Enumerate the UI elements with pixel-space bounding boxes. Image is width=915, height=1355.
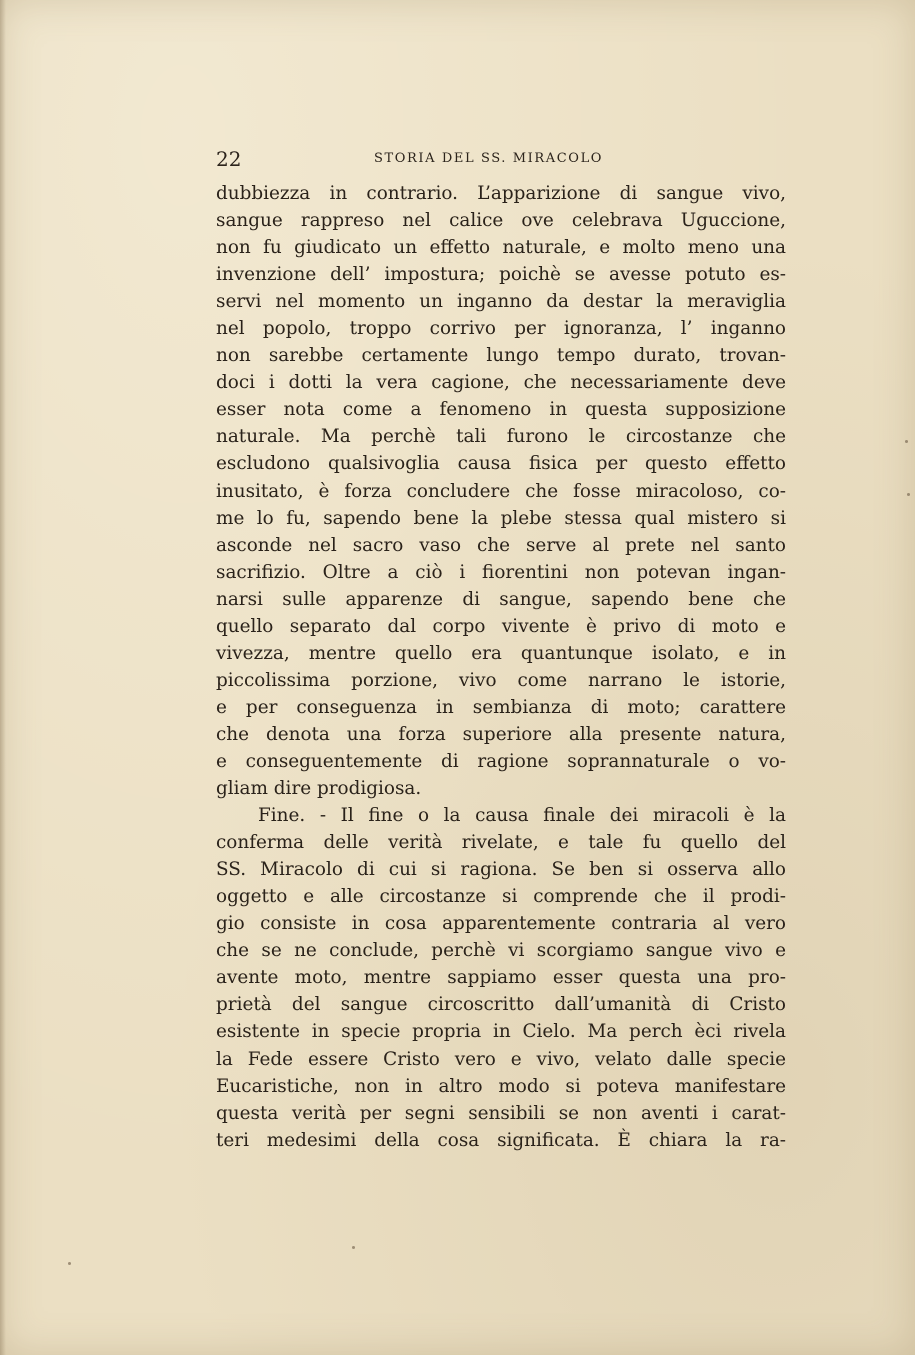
text-line: avente moto, mentre sappiamo esser questa una pro-	[216, 967, 786, 989]
text-line: quello separato dal corpo vivente è privo di moto e	[216, 615, 786, 637]
text-line: dubbiezza in contrario. L’apparizione di sangue vivo,	[216, 183, 786, 204]
text-line: prietà del sangue circoscritto dall’umanità di Cristo	[216, 994, 786, 1016]
text-line: invenzione dell’ impostura; poichè se avesse potuto es-	[216, 264, 786, 286]
paper-speck	[68, 1262, 71, 1265]
text-line: nel popolo, troppo corrivo per ignoranza, l’ inganno	[216, 318, 786, 340]
text-line: Eucaristiche, non in altro modo si poteva manifestare	[216, 1075, 786, 1097]
text-line: questa verità per segni sensibili se non aventi i carat-	[216, 1102, 786, 1124]
paper-speck	[905, 440, 908, 443]
text-line: che denota una forza superiore alla presente natura,	[216, 723, 786, 745]
text-body	[216, 180, 786, 1154]
text-line: SS. Miracolo di cui si ragiona. Se ben si osserva allo	[216, 859, 786, 881]
text-line: asconde nel sacro vaso che serve al prete nel santo	[216, 534, 786, 556]
text-line: escludono qualsivoglia causa fisica per questo effetto	[216, 453, 786, 475]
text-line: doci i dotti la vera cagione, che necessariamente deve	[216, 372, 786, 394]
text-line: servi nel momento un inganno da destar la meraviglia	[216, 291, 786, 313]
text-line: naturale. Ma perchè tali furono le circostanze che	[216, 426, 786, 448]
page-header	[216, 146, 786, 172]
text-line: vivezza, mentre quello era quantunque isolato, e in	[216, 642, 786, 664]
text-line: la Fede essere Cristo vero e vivo, velato dalle specie	[216, 1048, 786, 1070]
text-line: Fine. - Il fine o la causa finale dei miracoli è la	[258, 805, 786, 827]
page-number: 22	[216, 147, 242, 171]
paper-speck	[907, 493, 910, 496]
text-line: non sarebbe certamente lungo tempo durato, trovan-	[216, 345, 786, 367]
text-line: inusitato, è forza concludere che fosse miracoloso, co-	[216, 480, 786, 502]
text-line: sangue rappreso nel calice ove celebrava Uguccione,	[216, 210, 786, 232]
text-line: conferma delle verità rivelate, e tale fu quello del	[216, 832, 786, 854]
text-line: non fu giudicato un effetto naturale, e molto meno una	[216, 237, 786, 259]
text-line: teri medesimi della cosa significata. È chiara la ra-	[216, 1129, 786, 1151]
text-line: piccolissima porzione, vivo come narrano le istorie,	[216, 669, 786, 691]
text-line: oggetto e alle circostanze si comprende che il prodi-	[216, 886, 786, 908]
text-line: me lo fu, sapendo bene la plebe stessa qual mistero si	[216, 507, 786, 529]
text-line: gio consiste in cosa apparentemente contraria al vero	[216, 913, 786, 935]
text-line: sacrifizio. Oltre a ciò i fiorentini non potevan ingan-	[216, 561, 786, 583]
text-line: e conseguentemente di ragione soprannaturale o vo-	[216, 750, 786, 772]
text-line: esser nota come a fenomeno in questa supposizione	[216, 399, 786, 421]
paragraph-end-line: gliam dire prodigiosa.	[216, 778, 422, 800]
paper-speck	[352, 1246, 355, 1249]
running-title: STORIA DEL SS. MIRACOLO	[374, 151, 604, 166]
text-line: narsi sulle apparenze di sangue, sapendo bene che	[216, 588, 786, 610]
text-line: esistente in specie propria in Cielo. Ma perch èci rivela	[216, 1021, 786, 1043]
text-line: e per conseguenza in sembianza di moto; carattere	[216, 696, 786, 718]
text-line: che se ne conclude, perchè vi scorgiamo sangue vivo e	[216, 940, 786, 962]
